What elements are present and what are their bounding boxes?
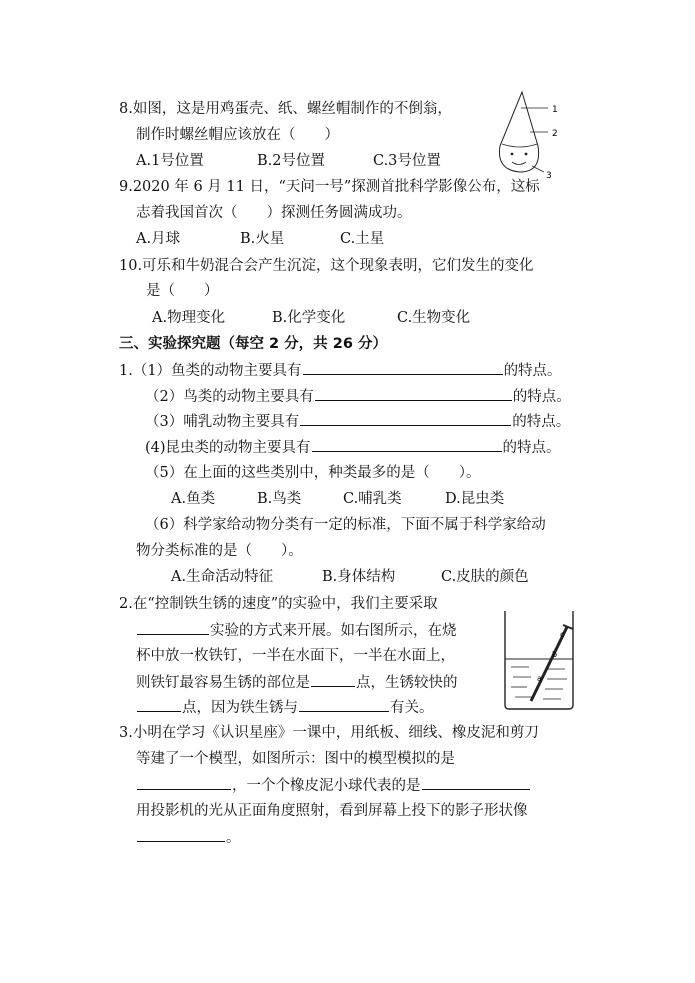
e1-p5-option-c: C.哺乳类: [343, 491, 402, 507]
nail-point-c: c: [560, 630, 565, 639]
fig-label-1: 1: [552, 105, 558, 115]
e1-p5: （5）在上面的这些类别中，种类最多的是（ ）。: [145, 465, 481, 481]
e1-p2: （2）鸟类的动物主要具有 的特点。: [145, 386, 571, 407]
e2-blank-3[interactable]: [137, 697, 181, 712]
e3-line2: 等建了一个模型，如图所示：图中的模型模拟的是: [136, 751, 455, 767]
e1-p6-option-c: C.皮肤的颜色: [441, 569, 529, 585]
e1-p1: 1.（1）鱼类的动物主要具有 的特点。: [119, 360, 562, 381]
fig-label-3: 3: [546, 171, 552, 180]
q8-option-b: B.2号位置: [257, 153, 325, 169]
tumbler-toy-figure: [490, 88, 570, 180]
q10-option-c: C.生物变化: [397, 310, 471, 326]
e1-p5-option-a: A.鱼类: [171, 491, 216, 507]
e1-p6-option-b: B.身体结构: [322, 569, 396, 585]
q9-line2: 志着我国首次（ ）探测任务圆满成功。: [136, 205, 412, 221]
q9-option-c: C.土星: [340, 231, 385, 247]
q8-option-a: A.1号位置: [136, 153, 204, 169]
q8-option-c: C.3号位置: [373, 153, 441, 169]
e2-line1: 2.在“控制铁生锈的速度”的实验中，我们主要采取: [119, 596, 438, 612]
section-3-title: 三、实验探究题（每空 2 分，共 26 分）: [119, 336, 387, 352]
q8-line1: 8.如图，这是用鸡蛋壳、纸、螺丝帽制作的不倒翁，: [119, 101, 452, 117]
fig-label-2: 2: [552, 129, 558, 139]
q10-option-b: B.化学变化: [272, 310, 346, 326]
q9-line1: 9.2020 年 6 月 11 日，“天问一号”探测首批科学影像公布，这标: [119, 179, 540, 195]
e3-line4: 用投影机的光从正面角度照射，看到屏幕上投下的影子形状像: [136, 803, 528, 819]
beaker-nail-figure: [501, 607, 577, 713]
e1-p3: （3）哺乳动物主要具有 的特点。: [145, 411, 570, 432]
q9-option-a: A.月球: [136, 231, 181, 247]
e3-line1: 3.小明在学习《认识星座》一课中，用纸板、细线、橡皮泥和剪刀: [119, 725, 539, 741]
e1-p5-option-d: D.昆虫类: [445, 491, 505, 507]
e3-blank-3[interactable]: [137, 827, 225, 842]
e2-blank-2[interactable]: [311, 672, 355, 687]
e2-line5: 点，因为铁生锈与 有关。: [136, 697, 434, 718]
e3-blank-2[interactable]: [422, 775, 530, 790]
e1-p1-blank[interactable]: [303, 360, 503, 375]
e1-p4: (4)昆虫类的动物主要具有 的特点。: [145, 437, 561, 458]
e1-p4-blank[interactable]: [312, 437, 502, 452]
e2-blank-1[interactable]: [137, 620, 209, 635]
e2-line2: 实验的方式来开展。如右图所示，在烧: [136, 620, 457, 641]
nail-point-a: a: [537, 674, 542, 683]
e3-line5: 。: [136, 827, 241, 848]
e1-p2-blank[interactable]: [315, 386, 512, 401]
e3-blank-1[interactable]: [137, 775, 231, 790]
q10-option-a: A.物理变化: [152, 310, 226, 326]
e1-p6-option-a: A.生命活动特征: [171, 569, 274, 585]
e3-line3: ，一个个橡皮泥小球代表的是: [136, 775, 531, 796]
e1-p5-option-b: B.鸟类: [257, 491, 302, 507]
e1-p3-blank[interactable]: [300, 411, 511, 426]
e2-blank-4[interactable]: [299, 697, 389, 712]
q10-line2: 是（ ）: [146, 283, 219, 299]
e1-p6-line2: 物分类标准的是（ ）。: [136, 543, 303, 559]
e2-line4: 则铁钉最容易生锈的部位是 点，生锈较快的: [136, 672, 458, 693]
nail-point-b: b: [552, 650, 558, 659]
q8-line2: 制作时螺丝帽应该放在（ ）: [136, 127, 339, 143]
e1-p6-line1: （6）科学家给动物分类有一定的标准，下面不属于科学家给动: [145, 517, 546, 533]
q10-line1: 10.可乐和牛奶混合会产生沉淀，这个现象表明，它们发生的变化: [119, 258, 534, 274]
q9-option-b: B.火星: [240, 231, 285, 247]
e2-line3: 杯中放一枚铁钉，一半在水面下，一半在水面上，: [136, 648, 455, 664]
